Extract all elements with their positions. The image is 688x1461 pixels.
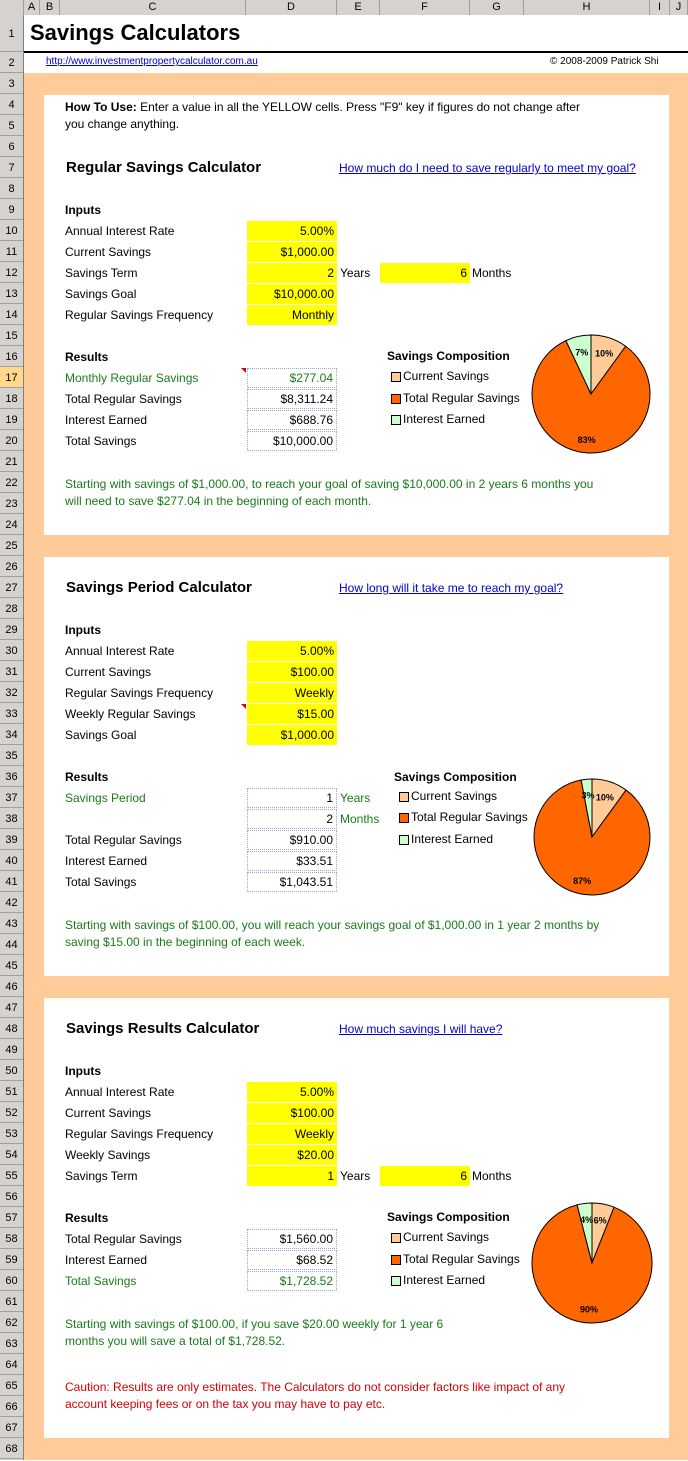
regular-title: Regular Savings Calculator <box>66 159 262 176</box>
row-header-bar <box>0 15 24 1460</box>
results-total-value[interactable]: $1,728.52 <box>247 1271 337 1291</box>
row-header-9[interactable]: 9 <box>0 199 23 220</box>
period-title: Savings Period Calculator <box>66 579 252 596</box>
legend-interest-swatch <box>391 1276 401 1286</box>
row-header-64[interactable]: 64 <box>0 1354 23 1375</box>
row-header-42[interactable]: 42 <box>0 892 23 913</box>
regular-interest-value[interactable]: $688.76 <box>247 410 337 430</box>
legend-interest-swatch <box>391 415 401 425</box>
row-header-28[interactable]: 28 <box>0 598 23 619</box>
results-term-label: Savings Term <box>65 1169 138 1183</box>
period-results-heading: Results <box>65 770 109 784</box>
row-header-36[interactable]: 36 <box>0 766 23 787</box>
regular-freq-label: Regular Savings Frequency <box>65 308 214 322</box>
regular-inputs-heading: Inputs <box>65 203 101 217</box>
results-weekly-label: Weekly Savings <box>65 1148 151 1162</box>
row-header-14[interactable]: 14 <box>0 304 23 325</box>
row-header-45[interactable]: 45 <box>0 955 23 976</box>
regular-rate-input[interactable]: 5.00% <box>247 221 337 241</box>
row-header-19[interactable]: 19 <box>0 409 23 430</box>
column-header-bar <box>0 0 688 16</box>
regular-months-label: Months <box>472 266 512 280</box>
regular-years-label: Years <box>340 266 371 280</box>
results-freq-label: Regular Savings Frequency <box>65 1127 214 1141</box>
row-header-16[interactable]: 16 <box>0 346 23 367</box>
column-header-j[interactable]: J <box>670 0 688 15</box>
legend-current-swatch <box>399 792 409 802</box>
regular-term-months-input[interactable]: 6 <box>380 263 470 283</box>
row-header-8[interactable]: 8 <box>0 178 23 199</box>
period-interest-value[interactable]: $33.51 <box>247 851 337 871</box>
row-header-11[interactable]: 11 <box>0 241 23 262</box>
row-header-66[interactable]: 66 <box>0 1396 23 1417</box>
regular-help-link[interactable]: How much do I need to save regularly to meet my goal? <box>339 161 636 175</box>
regular-total-regular-label: Total Regular Savings <box>65 392 182 406</box>
row-header-44[interactable]: 44 <box>0 934 23 955</box>
row-header-7[interactable]: 7 <box>0 157 23 178</box>
results-rate-input[interactable]: 5.00% <box>247 1082 337 1102</box>
period-summary-line2: saving $15.00 in the beginning of each week. <box>65 935 306 949</box>
results-inputs-heading: Inputs <box>65 1064 101 1078</box>
results-total-regular-label: Total Regular Savings <box>65 1232 182 1246</box>
period-freq-select[interactable]: Weekly <box>247 683 337 703</box>
howto-bold: How To Use: <box>65 100 137 114</box>
legend-regular-swatch <box>391 394 401 404</box>
howto-text: Enter a value in all the YELLOW cells. Press "F9" key if figures do not change after <box>140 100 580 114</box>
row-header-57[interactable]: 57 <box>0 1207 23 1228</box>
regular-total-value[interactable]: $10,000.00 <box>247 431 337 451</box>
period-freq-label: Regular Savings Frequency <box>65 686 214 700</box>
select-all-corner[interactable] <box>0 0 24 15</box>
regular-goal-label: Savings Goal <box>65 287 137 301</box>
period-inputs-heading: Inputs <box>65 623 101 637</box>
period-interest-label: Interest Earned <box>65 854 148 868</box>
row-header-52[interactable]: 52 <box>0 1102 23 1123</box>
row-header-3[interactable]: 3 <box>0 73 23 94</box>
row-header-2[interactable]: 2 <box>0 52 23 73</box>
results-months-label: Months <box>472 1169 512 1183</box>
row-header-10[interactable]: 10 <box>0 220 23 241</box>
legend-current-label: Current Savings <box>403 1230 490 1244</box>
period-weekly-input[interactable]: $15.00 <box>247 704 337 724</box>
period-goal-input[interactable]: $1,000.00 <box>247 725 337 745</box>
legend-interest-label: Interest Earned <box>403 1273 486 1287</box>
row-header-26[interactable]: 26 <box>0 556 23 577</box>
results-term-years-input[interactable]: 1 <box>247 1166 337 1186</box>
row-header-13[interactable]: 13 <box>0 283 23 304</box>
row-header-63[interactable]: 63 <box>0 1333 23 1354</box>
row-header-23[interactable]: 23 <box>0 493 23 514</box>
row-header-27[interactable]: 27 <box>0 577 23 598</box>
results-title: Savings Results Calculator <box>66 1020 260 1037</box>
legend-current-swatch <box>391 1233 401 1243</box>
legend-current-label: Current Savings <box>403 369 490 383</box>
row-header-55[interactable]: 55 <box>0 1165 23 1186</box>
results-total-label: Total Savings <box>65 1274 137 1288</box>
pie-data-label: 10% <box>595 348 614 359</box>
column-header-c[interactable]: C <box>60 0 246 15</box>
row-header-65[interactable]: 65 <box>0 1375 23 1396</box>
column-header-h[interactable]: H <box>524 0 650 15</box>
row-header-37[interactable]: 37 <box>0 787 23 808</box>
row-header-12[interactable]: 12 <box>0 262 23 283</box>
period-total-regular-value[interactable]: $910.00 <box>247 830 337 850</box>
savings-period-panel <box>44 557 669 976</box>
pie-data-label: 87% <box>573 876 592 887</box>
legend-regular-label: Total Regular Savings <box>411 810 528 824</box>
results-summary-line1: Starting with savings of $100.00, if you save $20.00 weekly for 1 year 6 <box>65 1317 444 1331</box>
row-header-51[interactable]: 51 <box>0 1081 23 1102</box>
regular-term-label: Savings Term <box>65 266 138 280</box>
column-header-d[interactable]: D <box>246 0 337 15</box>
column-header-b[interactable]: B <box>40 0 60 15</box>
regular-current-input[interactable]: $1,000.00 <box>247 242 337 262</box>
regular-monthly-label: Monthly Regular Savings <box>65 371 199 385</box>
row-header-22[interactable]: 22 <box>0 472 23 493</box>
pie-data-label: 83% <box>577 434 596 445</box>
regular-summary-line1: Starting with savings of $1,000.00, to reach your goal of saving $10,000.00 in 2 years 6 months you <box>65 477 594 491</box>
row-header-48[interactable]: 48 <box>0 1018 23 1039</box>
period-current-input[interactable]: $100.00 <box>247 662 337 682</box>
pie-data-label: 3% <box>581 790 595 801</box>
caution-line2: account keeping fees or on the tax you may have to pay etc. <box>65 1397 386 1411</box>
row-header-35[interactable]: 35 <box>0 745 23 766</box>
row-header-38[interactable]: 38 <box>0 808 23 829</box>
legend-current-swatch <box>391 372 401 382</box>
regular-interest-label: Interest Earned <box>65 413 148 427</box>
period-months-value[interactable]: 2 <box>247 809 337 829</box>
results-help-link[interactable]: How much savings I will have? <box>339 1022 503 1036</box>
column-header-a[interactable]: A <box>24 0 40 15</box>
legend-current-label: Current Savings <box>411 789 498 803</box>
results-interest-value[interactable]: $68.52 <box>247 1250 337 1270</box>
page-title: Savings Calculators <box>30 20 241 45</box>
results-weekly-input[interactable]: $20.00 <box>247 1145 337 1165</box>
period-period-label: Savings Period <box>65 791 146 805</box>
row-header-50[interactable]: 50 <box>0 1060 23 1081</box>
row-header-4[interactable]: 4 <box>0 94 23 115</box>
row-header-53[interactable]: 53 <box>0 1123 23 1144</box>
regular-freq-select[interactable]: Monthly <box>247 305 337 325</box>
row-header-20[interactable]: 20 <box>0 430 23 451</box>
column-header-i[interactable]: I <box>650 0 670 15</box>
results-results-heading: Results <box>65 1211 109 1225</box>
legend-interest-label: Interest Earned <box>403 412 486 426</box>
results-freq-select[interactable]: Weekly <box>247 1124 337 1144</box>
row-header-46[interactable]: 46 <box>0 976 23 997</box>
legend-regular-swatch <box>391 1255 401 1265</box>
row-header-43[interactable]: 43 <box>0 913 23 934</box>
results-years-label: Years <box>340 1169 371 1183</box>
regular-goal-input[interactable]: $10,000.00 <box>247 284 337 304</box>
comment-indicator[interactable] <box>241 704 246 709</box>
row-header-1[interactable]: 1 <box>0 15 23 52</box>
row-header-56[interactable]: 56 <box>0 1186 23 1207</box>
row-header-34[interactable]: 34 <box>0 724 23 745</box>
pie-data-label: 7% <box>575 347 589 358</box>
row-header-59[interactable]: 59 <box>0 1249 23 1270</box>
period-total-value[interactable]: $1,043.51 <box>247 872 337 892</box>
legend-interest-swatch <box>399 835 409 845</box>
legend-interest-label: Interest Earned <box>411 832 494 846</box>
website-link[interactable]: http://www.investmentpropertycalculator.com.au <box>46 56 258 67</box>
period-total-regular-label: Total Regular Savings <box>65 833 182 847</box>
row-header-54[interactable]: 54 <box>0 1144 23 1165</box>
regular-composition-pie[interactable] <box>530 333 652 455</box>
howto-line1 <box>65 99 580 116</box>
period-summary-line1: Starting with savings of $100.00, you will reach your savings goal of $1,000.00 in 1 year 2 months by <box>65 918 600 932</box>
row-header-6[interactable]: 6 <box>0 136 23 157</box>
period-months-label: Months <box>340 812 380 826</box>
row-header-17[interactable]: 17 <box>0 367 23 388</box>
regular-monthly-value[interactable]: $277.04 <box>247 368 337 388</box>
row-header-47[interactable]: 47 <box>0 997 23 1018</box>
results-interest-label: Interest Earned <box>65 1253 148 1267</box>
column-header-e[interactable]: E <box>337 0 380 15</box>
caution-line1: Caution: Results are only estimates. The Calculators do not consider factors like impact of any <box>65 1380 566 1394</box>
regular-results-heading: Results <box>65 350 109 364</box>
period-composition-title: Savings Composition <box>394 770 517 784</box>
period-years-value[interactable]: 1 <box>247 788 337 808</box>
period-composition-pie[interactable] <box>532 777 652 897</box>
legend-regular-label: Total Regular Savings <box>403 391 520 405</box>
period-years-label: Years <box>340 791 371 805</box>
results-composition-title: Savings Composition <box>387 1210 510 1224</box>
period-weekly-label: Weekly Regular Savings <box>65 707 196 721</box>
period-rate-input[interactable]: 5.00% <box>247 641 337 661</box>
row-header-60[interactable]: 60 <box>0 1270 23 1291</box>
row-header-62[interactable]: 62 <box>0 1312 23 1333</box>
regular-summary-line2: will need to save $277.04 in the beginning of each month. <box>65 494 372 508</box>
row-header-18[interactable]: 18 <box>0 388 23 409</box>
regular-term-years-input[interactable]: 2 <box>247 263 337 283</box>
results-total-regular-value[interactable]: $1,560.00 <box>247 1229 337 1249</box>
row-header-32[interactable]: 32 <box>0 682 23 703</box>
row-header-29[interactable]: 29 <box>0 619 23 640</box>
copyright-text: © 2008-2009 Patrick Shi <box>550 56 659 67</box>
results-current-input[interactable]: $100.00 <box>247 1103 337 1123</box>
pie-data-label: 90% <box>580 1304 599 1315</box>
row-header-39[interactable]: 39 <box>0 829 23 850</box>
row-header-68[interactable]: 68 <box>0 1438 23 1459</box>
legend-regular-label: Total Regular Savings <box>403 1252 520 1266</box>
pie-data-label: 10% <box>595 792 614 803</box>
results-current-label: Current Savings <box>65 1106 152 1120</box>
results-term-months-input[interactable]: 6 <box>380 1166 470 1186</box>
row-header-40[interactable]: 40 <box>0 850 23 871</box>
period-total-label: Total Savings <box>65 875 137 889</box>
row-header-30[interactable]: 30 <box>0 640 23 661</box>
column-header-f[interactable]: F <box>380 0 470 15</box>
period-rate-label: Annual Interest Rate <box>65 644 175 658</box>
regular-composition-title: Savings Composition <box>387 349 510 363</box>
pie-data-label: 4% <box>580 1215 594 1226</box>
column-header-g[interactable]: G <box>470 0 524 15</box>
row-header-67[interactable]: 67 <box>0 1417 23 1438</box>
row-header-33[interactable]: 33 <box>0 703 23 724</box>
howto-line2: you change anything. <box>65 117 180 131</box>
results-rate-label: Annual Interest Rate <box>65 1085 175 1099</box>
regular-total-label: Total Savings <box>65 434 137 448</box>
row-header-15[interactable]: 15 <box>0 325 23 346</box>
pie-data-label: 6% <box>593 1215 607 1226</box>
row-header-41[interactable]: 41 <box>0 871 23 892</box>
regular-total-regular-value[interactable]: $8,311.24 <box>247 389 337 409</box>
regular-current-label: Current Savings <box>65 245 152 259</box>
results-summary-line2: months you will save a total of $1,728.52. <box>65 1334 286 1348</box>
row-header-5[interactable]: 5 <box>0 115 23 136</box>
row-header-25[interactable]: 25 <box>0 535 23 556</box>
row-header-21[interactable]: 21 <box>0 451 23 472</box>
comment-indicator[interactable] <box>241 368 246 373</box>
row-header-61[interactable]: 61 <box>0 1291 23 1312</box>
period-goal-label: Savings Goal <box>65 728 137 742</box>
row-header-31[interactable]: 31 <box>0 661 23 682</box>
regular-rate-label: Annual Interest Rate <box>65 224 175 238</box>
legend-regular-swatch <box>399 813 409 823</box>
period-help-link[interactable]: How long will it take me to reach my goal? <box>339 581 564 595</box>
row-header-58[interactable]: 58 <box>0 1228 23 1249</box>
period-current-label: Current Savings <box>65 665 152 679</box>
results-composition-pie[interactable] <box>530 1201 654 1325</box>
row-header-49[interactable]: 49 <box>0 1039 23 1060</box>
row-header-24[interactable]: 24 <box>0 514 23 535</box>
